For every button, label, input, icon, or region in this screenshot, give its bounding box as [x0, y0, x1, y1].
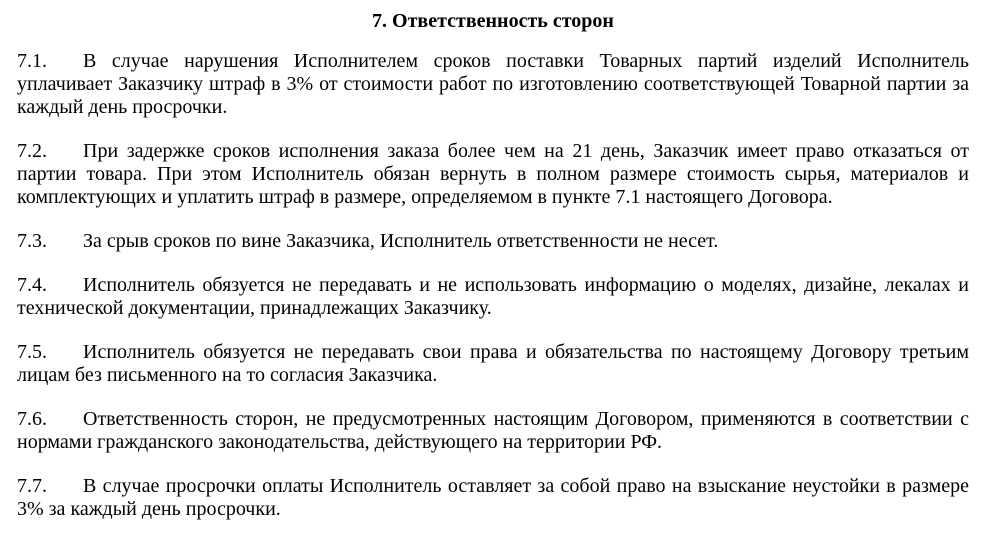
clause-7-6 — [17, 408, 969, 454]
clause-text: Исполнитель обязуется не передавать и не использовать информацию о моделях, дизайне, лекалах и технической документации, принадлежащих Заказчику. — [17, 274, 969, 319]
section-title: 7. Ответственность сторон — [372, 10, 614, 32]
document-page — [17, 8, 969, 542]
clause-7-1 — [17, 50, 969, 119]
clause-number: 7.3. — [17, 230, 47, 252]
clause-number: 7.6. — [17, 408, 47, 430]
clause-text: При задержке сроков исполнения заказа более чем на 21 день, Заказчик имеет право отказаться от партии товара. При этом Исполнитель обязан вернуть в полном размере стоимость сырья, материалов и комплектующих и уплатить штраф в размере, определяемом в пункте 7.1 настоящего Договора. — [17, 140, 969, 208]
clause-7-5 — [17, 341, 969, 387]
clause-number: 7.2. — [17, 140, 47, 162]
clause-text: В случае просрочки оплаты Исполнитель оставляет за собой право на взыскание неустойки в размере 3% за каждый день просрочки. — [17, 475, 969, 520]
clause-7-3 — [17, 230, 969, 253]
clause-number: 7.7. — [17, 475, 47, 497]
clause-text: Исполнитель обязуется не передавать свои права и обязательства по настоящему Договору третьим лицам без письменного на то согласия Заказчика. — [17, 341, 969, 386]
clause-number: 7.4. — [17, 274, 47, 296]
clause-text: Ответственность сторон, не предусмотренных настоящим Договором, применяются в соответствии с нормами гражданского законодательства, действующего на территории РФ. — [17, 408, 969, 453]
clause-number: 7.5. — [17, 341, 47, 363]
clause-7-4 — [17, 274, 969, 320]
clause-text: В случае нарушения Исполнителем сроков поставки Товарных партий изделий Исполнитель уплачивает Заказчику штраф в 3% от стоимости работ по изготовлению соответствующей Товарной партии за каждый день просрочки. — [17, 50, 969, 118]
clause-7-7 — [17, 475, 969, 521]
clause-text: За срыв сроков по вине Заказчика, Исполнитель ответственности не несет. — [83, 230, 719, 252]
clause-number: 7.1. — [17, 50, 47, 72]
clause-7-2 — [17, 140, 969, 209]
